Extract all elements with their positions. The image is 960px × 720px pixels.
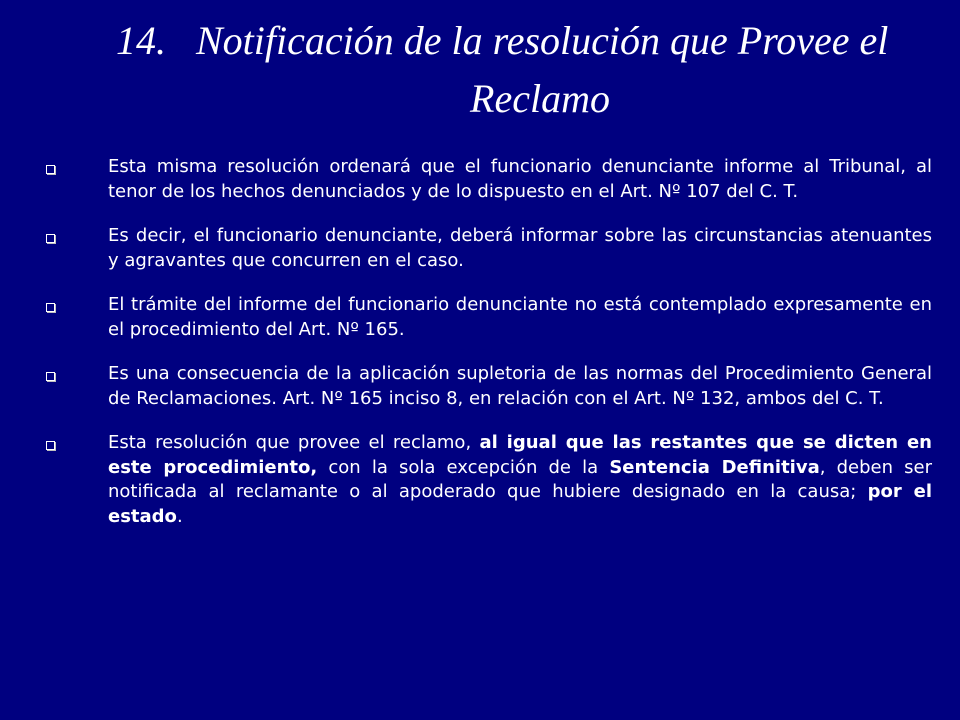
- bullet-list: [40, 155, 932, 549]
- bullet-text-segment: con la sola excepción de la: [317, 456, 610, 478]
- bullet-text-emphasis: al igual que las restantes que se dicten en este procedimiento,: [108, 432, 932, 478]
- bullet-item: [40, 155, 932, 204]
- bullet-text-segment: .: [176, 505, 183, 527]
- title-text-line-1: Notificación de la resolución que Provee el: [196, 18, 889, 63]
- bullet-text-rich: [108, 432, 932, 527]
- title-number: 14.: [116, 18, 166, 63]
- slide-title: [60, 12, 960, 128]
- square-bullet-icon: [46, 234, 55, 243]
- title-text-line-2: Reclamo: [470, 76, 610, 121]
- bullet-text-segment: , deben ser notificada al reclamante o al apoderado que hubiere designado en la causa;: [108, 456, 932, 502]
- bullet-item: [40, 362, 932, 411]
- bullet-text-emphasis: Sentencia Definitiva: [609, 456, 820, 478]
- bullet-text: Es decir, el funcionario denunciante, deberá informar sobre las circunstancias atenuantes y agravantes que concurren en el caso.: [108, 225, 932, 271]
- bullet-item: [40, 224, 932, 273]
- bullet-item: [40, 431, 932, 529]
- bullet-text-segment: Esta resolución que provee el reclamo,: [108, 432, 480, 453]
- bullet-text: Es una consecuencia de la aplicación supletoria de las normas del Procedimiento General de Reclamaciones. Art. Nº 165 inciso 8, en relación con el Art. Nº 132, ambos del C. T.: [108, 363, 932, 409]
- bullet-text: El trámite del informe del funcionario denunciante no está contemplado expresamente en el procedimiento del Art. Nº 165.: [108, 294, 932, 340]
- bullet-text-emphasis: por el estado: [108, 481, 932, 527]
- bullet-text: Esta misma resolución ordenará que el funcionario denunciante informe al Tribunal, al tenor de los hechos denunciados y de lo dispuesto en el Art. Nº 107 del C. T.: [108, 156, 932, 202]
- square-bullet-icon: [46, 372, 55, 381]
- title-line-1: [60, 12, 960, 70]
- bullet-item: [40, 293, 932, 342]
- square-bullet-icon: [46, 303, 55, 312]
- square-bullet-icon: [46, 165, 55, 174]
- square-bullet-icon: [46, 441, 55, 450]
